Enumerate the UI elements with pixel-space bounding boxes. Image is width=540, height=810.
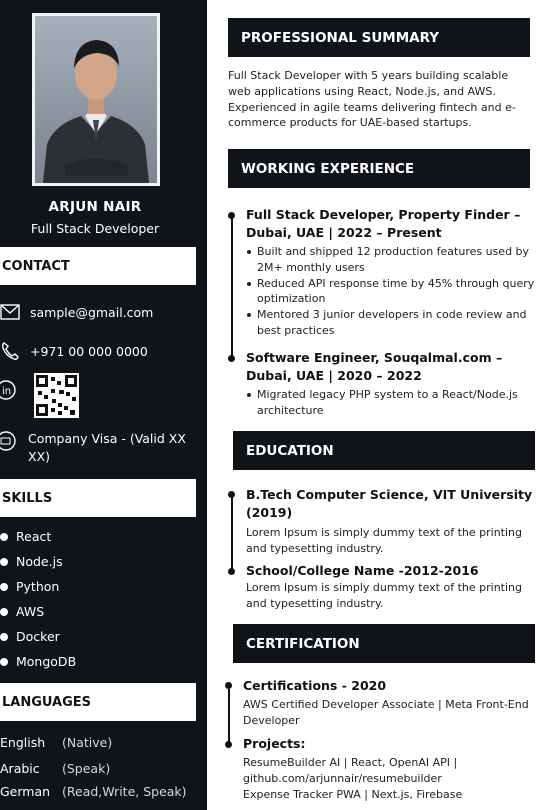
- certification-text: AWS Certified Developer Associate | Meta Front-End Developer: [243, 698, 529, 727]
- svg-text:in: in: [2, 386, 12, 397]
- linkedin-row[interactable]: [0, 380, 20, 400]
- profile-photo: [32, 13, 160, 186]
- skill-item: MongoDB: [0, 653, 76, 678]
- mail-icon: [0, 302, 20, 322]
- contact-visa-row: [0, 430, 188, 466]
- timeline-dot: [228, 212, 235, 219]
- skill-item: Docker: [0, 628, 76, 653]
- education-heading: EDUCATION: [233, 431, 535, 470]
- job-bullet: Built and shipped 12 production features used by 2M+ monthly users: [246, 244, 538, 276]
- experience-timeline: [231, 214, 233, 360]
- experience-heading: WORKING EXPERIENCE: [228, 149, 530, 188]
- languages-heading: LANGUAGES: [0, 683, 196, 721]
- job-title: Software Engineer, Souqalmal.com – Dubai, UAE | 2020 – 2022: [246, 350, 503, 383]
- language-name: German: [0, 784, 51, 799]
- language-level: (Read,Write, Speak): [62, 784, 187, 799]
- skills-list: [0, 528, 76, 678]
- profile-role: Full Stack Developer: [30, 221, 160, 236]
- timeline-dot: [225, 741, 232, 748]
- job-bullets: [246, 387, 538, 419]
- sidebar: [0, 0, 207, 810]
- education-text: Lorem Ipsum is simply dummy text of the printing and typesetting industry.: [246, 526, 522, 555]
- language-name: Arabic: [0, 761, 40, 776]
- contact-phone[interactable]: +971 00 000 0000: [30, 343, 148, 359]
- contact-visa: Company Visa - (Valid XX XX): [28, 431, 186, 464]
- summary-text: Full Stack Developer with 5 years building scalable web applications using React, Node.js, and AWS. Experienced in agile teams delivering fintech and e-commerce products for UAE-based startups.: [228, 69, 516, 130]
- language-row: [0, 735, 112, 750]
- education-title: B.Tech Computer Science, VIT University (2019): [246, 487, 533, 520]
- timeline-dot: [228, 355, 235, 362]
- projects-text[interactable]: ResumeBuilder AI | React, OpenAI API | github.com/arjunnair/resumebuilder: [243, 756, 458, 785]
- education-text: Lorem Ipsum is simply dummy text of the printing and typesetting industry.: [246, 581, 522, 610]
- projects-title: Projects:: [243, 736, 306, 751]
- timeline-dot: [225, 682, 232, 689]
- summary-heading: PROFESSIONAL SUMMARY: [228, 18, 530, 57]
- linkedin-icon[interactable]: [0, 380, 20, 400]
- language-name: English: [0, 735, 46, 750]
- job-bullet: Mentored 3 junior developers in code review and best practices: [246, 307, 538, 339]
- qr-code-icon[interactable]: [34, 373, 79, 418]
- skill-item: React: [0, 528, 76, 553]
- language-row: [0, 761, 110, 776]
- projects-text: Expense Tracker PWA | Next.js, Firebase: [243, 788, 463, 801]
- education-title: School/College Name -2012-2016: [246, 563, 479, 578]
- contact-heading: CONTACT: [0, 247, 196, 285]
- certification-title: Certifications - 2020: [243, 678, 387, 693]
- language-level: (Native): [62, 735, 113, 750]
- certification-timeline: [228, 689, 230, 745]
- language-level: (Speak): [62, 761, 111, 776]
- contact-email-row[interactable]: [0, 302, 153, 322]
- profile-name: ARJUN NAIR: [48, 199, 142, 215]
- contact-phone-row[interactable]: [0, 341, 148, 361]
- person-silhouette: [35, 16, 157, 183]
- job-bullet: Migrated legacy PHP system to a React/Node.js architecture: [246, 387, 538, 419]
- skills-heading: SKILLS: [0, 479, 196, 517]
- timeline-dot: [228, 491, 235, 498]
- education-timeline: [231, 496, 233, 572]
- job-title: Full Stack Developer, Property Finder – Dubai, UAE | 2022 – Present: [246, 207, 521, 240]
- skill-item: Python: [0, 578, 76, 603]
- skill-item: AWS: [0, 603, 76, 628]
- certification-heading: CERTIFICATION: [233, 624, 535, 663]
- visa-icon: [0, 431, 20, 451]
- phone-icon: [0, 341, 20, 361]
- job-bullets: [246, 244, 538, 339]
- job-bullet: Reduced API response time by 45% through query optimization: [246, 276, 538, 308]
- timeline-dot: [228, 568, 235, 575]
- contact-email[interactable]: sample@gmail.com: [30, 304, 154, 320]
- skill-item: Node.js: [0, 553, 76, 578]
- language-row: [0, 784, 187, 799]
